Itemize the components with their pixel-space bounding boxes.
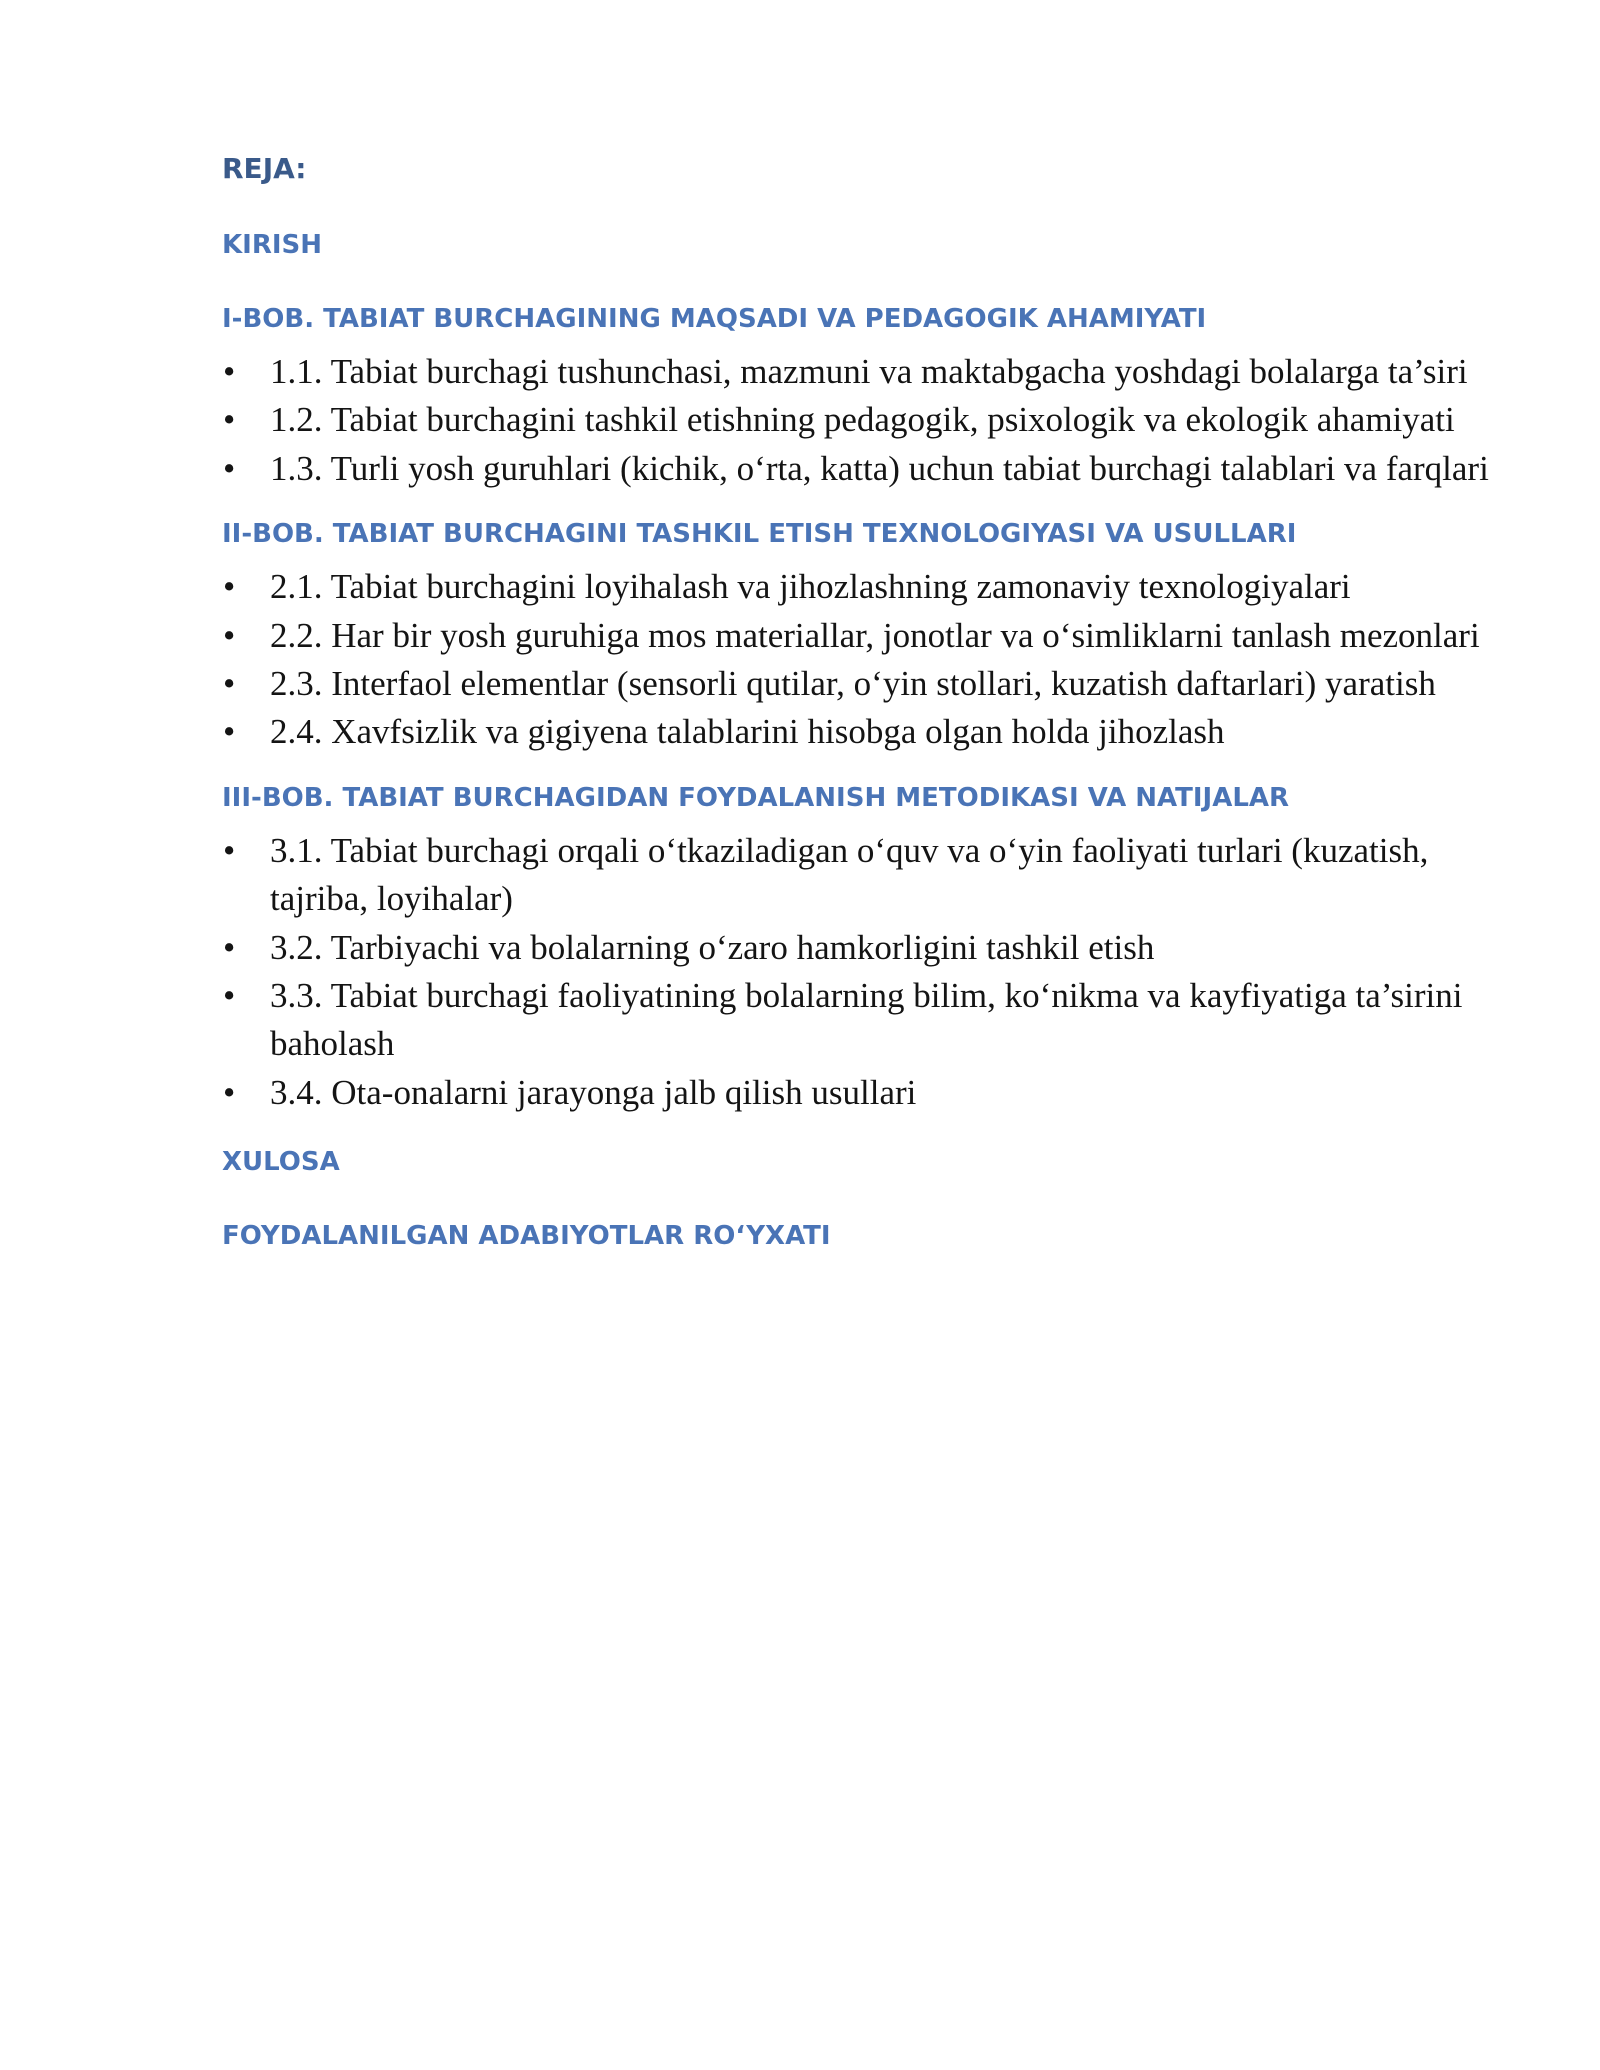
list-item [222,708,1502,756]
list-item-text: 2.3. Interfaol elementlar (sensorli qutilar, o‘yin stollari, kuzatish daftarlari) yaratish [270,664,1436,704]
chapter-1-list [222,348,1502,493]
chapter-3-heading: III-BOB. TABIAT BURCHAGIDAN FOYDALANISH METODIKASI VA NATIJALAR [222,782,1290,813]
chapter-2-heading: II-BOB. TABIAT BURCHAGINI TASHKIL ETISH TEXNOLOGIYASI VA USULLARI [222,519,1297,550]
conclusion-heading: XULOSA [222,1147,340,1178]
list-item-text: 3.4. Ota-onalarni jarayonga jalb qilish usullari [270,1072,917,1112]
bullet-icon: • [223,830,236,870]
document-page [222,0,1502,1253]
list-item [222,1069,1502,1117]
list-item-text: 1.2. Tabiat burchagini tashkil etishning pedagogik, psixologik va ekologik ahamiyati [270,400,1455,440]
list-item-text: 2.2. Har bir yosh guruhiga mos materiallar, jonotlar va o‘simliklarni tanlash mezonlari [270,615,1480,655]
list-item [222,924,1502,972]
list-item-text: 1.3. Turli yosh guruhlari (kichik, o‘rta, katta) uchun tabiat burchagi talablari va farqlari [270,448,1489,488]
list-item-text: 2.4. Xavfsizlik va gigiyena talablarini hisobga olgan holda jihozlash [270,712,1225,752]
list-item [222,827,1502,924]
list-item-text: 3.1. Tabiat burchagi orqali o‘tkaziladigan o‘quv va o‘yin faoliyati turlari (kuzatish, tajriba, loyihalar) [270,830,1429,919]
list-item [222,612,1502,660]
bullet-icon: • [223,448,236,488]
bullet-icon: • [223,352,236,391]
chapter-3-list [222,827,1502,1117]
list-item [222,445,1502,493]
list-item [222,563,1502,611]
list-item [222,348,1502,396]
chapter-1-heading: I-BOB. TABIAT BURCHAGINING MAQSADI VA PEDAGOGIK AHAMIYATI [222,304,1207,334]
bullet-icon: • [223,400,236,440]
bullet-icon: • [223,567,236,607]
bullet-icon: • [223,664,236,704]
list-item-text: 2.1. Tabiat burchagini loyihalash va jihozlashning zamonaviy texnologiyalari [270,567,1351,607]
list-item-text: 3.3. Tabiat burchagi faoliyatining bolalarning bilim, ko‘nikma va kayfiyatiga ta’sirini baholash [270,976,1463,1064]
chapter-2-list [222,563,1502,757]
bullet-icon: • [223,615,236,655]
list-item [222,396,1502,444]
list-item-text: 1.1. Tabiat burchagi tushunchasi, mazmuni va maktabgacha yoshdagi bolalarga ta’siri [270,352,1468,391]
list-item-text: 3.2. Tarbiyachi va bolalarning o‘zaro hamkorligini tashkil etish [270,927,1155,967]
list-item [222,972,1502,1069]
plan-title: REJA: [222,152,307,185]
references-heading: FOYDALANILGAN ADABIYOTLAR RO‘YXATI [222,1221,831,1252]
bullet-icon: • [223,927,236,967]
bullet-icon: • [223,712,236,752]
list-item [222,660,1502,708]
bullet-icon: • [223,976,236,1016]
bullet-icon: • [223,1072,236,1112]
intro-heading: KIRISH [222,230,323,260]
